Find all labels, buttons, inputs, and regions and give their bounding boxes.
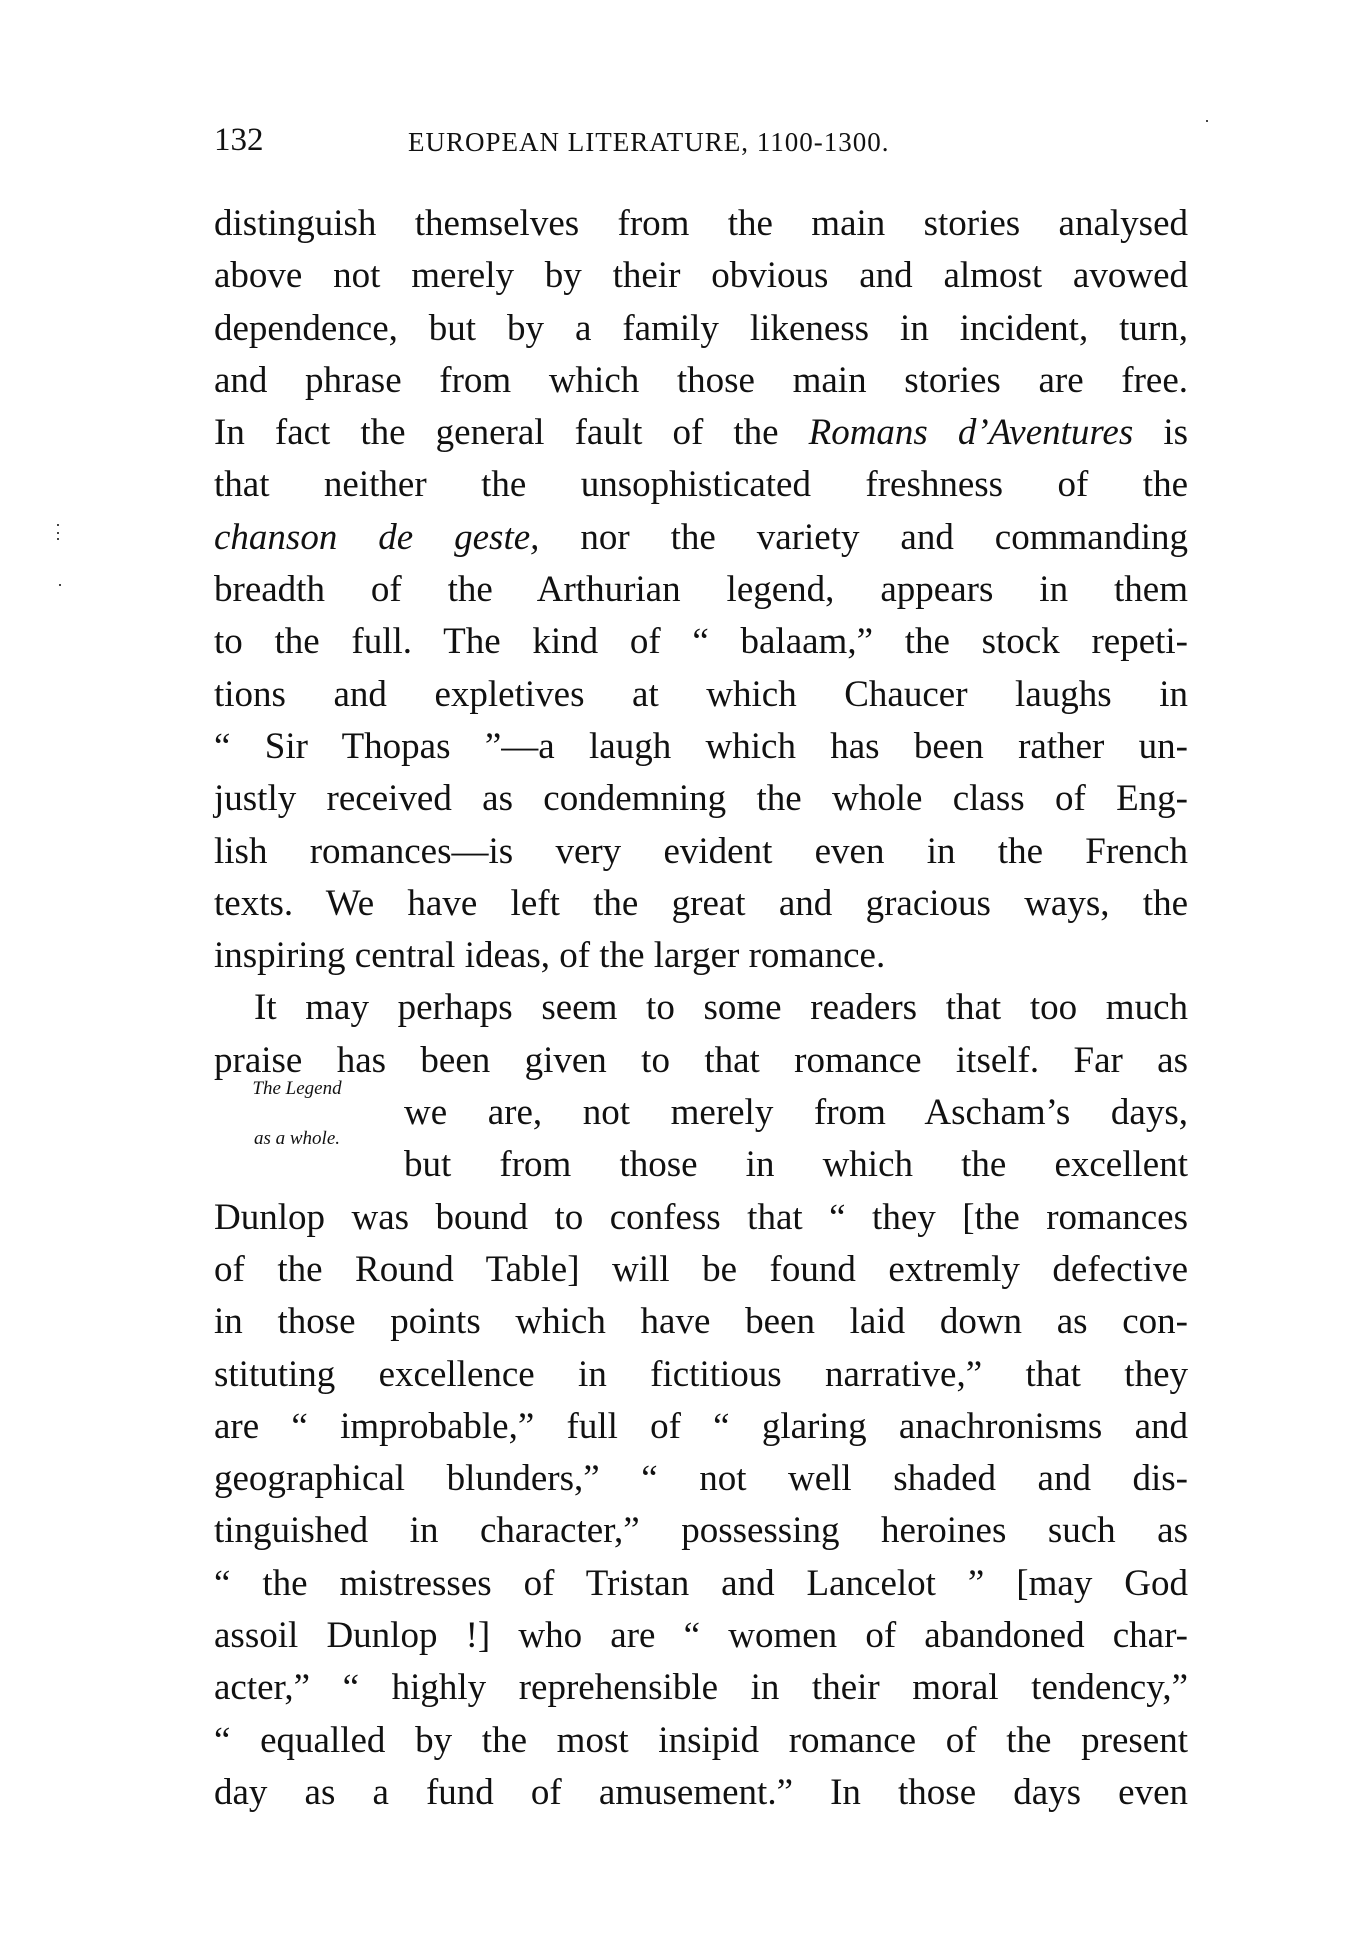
text-line: but from those in which the excellent (404, 1144, 1188, 1186)
scan-speck (57, 538, 59, 540)
text-line: “ equalled by the most insipid romance of the present (214, 1719, 1188, 1761)
text-line: geographical blunders,” “ not well shaded and dis- (214, 1458, 1188, 1500)
text-line: texts. We have left the great and gracious ways, the (214, 882, 1188, 924)
scan-speck (57, 532, 59, 534)
text-line: chanson de geste, nor the variety and commanding (214, 516, 1188, 558)
italic-term: chanson de geste, (214, 516, 540, 558)
text-line: to the full. The kind of “ balaam,” the stock repeti- (214, 621, 1188, 663)
text-line: and phrase from which those main stories are free. (214, 359, 1188, 401)
running-head (214, 120, 1174, 160)
text-line: acter,” “ highly reprehensible in their moral tendency,” (214, 1667, 1188, 1709)
text-line: stituting excellence in fictitious narrative,” that they (214, 1353, 1188, 1395)
text-line: distinguish themselves from the main stories analysed (214, 203, 1188, 244)
text-line: praise has been given to that romance itself. Far as (214, 1039, 1188, 1081)
text-line: in those points which have been laid down as con- (214, 1301, 1188, 1343)
text-line: are “ improbable,” full of “ glaring anachronisms and (214, 1405, 1188, 1447)
text-line: Dunlop was bound to confess that “ they [the romances (214, 1196, 1188, 1238)
text-line: breadth of the Arthurian legend, appears in them (214, 569, 1188, 611)
text-line: In fact the general fault of the Romans d’Aventures is (214, 412, 1188, 454)
marginal-note-line-2: as a whole. (253, 1128, 341, 1149)
text-line: assoil Dunlop !] who are “ women of abandoned char- (214, 1615, 1188, 1657)
text-line: above not merely by their obvious and almost avowed (214, 255, 1188, 297)
text-line: “ Sir Thopas ”—a laugh which has been rather un- (214, 725, 1188, 767)
running-title: EUROPEAN LITERATURE, 1100-1300. (408, 127, 890, 157)
italic-title: Romans d’Aventures (808, 412, 1134, 454)
text-line: that neither the unsophisticated freshness of the (214, 464, 1188, 506)
text-line: inspiring central ideas, of the larger romance. (214, 935, 886, 977)
text-line: “ the mistresses of Tristan and Lancelot ” [may God (214, 1562, 1188, 1604)
scan-speck (57, 524, 59, 526)
page-number: 132 (214, 122, 264, 158)
marginal-note-line-1: The Legend (252, 1078, 342, 1099)
paragraph-start-line: It may perhaps seem to some readers that too much (254, 987, 1188, 1029)
body-text (214, 198, 1188, 1819)
scan-speck (1206, 120, 1208, 122)
text-line: of the Round Table] will be found extremly defective (214, 1248, 1188, 1290)
text-line: tions and expletives at which Chaucer laughs in (214, 673, 1188, 715)
text-line: dependence, but by a family likeness in incident, turn, (214, 307, 1188, 349)
text-line: tinguished in character,” possessing heroines such as (214, 1510, 1188, 1552)
text-line: day as a fund of amusement.” In those days even (214, 1771, 1188, 1813)
text-line: lish romances—is very evident even in the French (214, 830, 1188, 872)
scan-speck (59, 584, 61, 586)
text-line: justly received as condemning the whole class of Eng- (214, 778, 1188, 820)
text-line: we are, not merely from Ascham’s days, (404, 1092, 1188, 1134)
